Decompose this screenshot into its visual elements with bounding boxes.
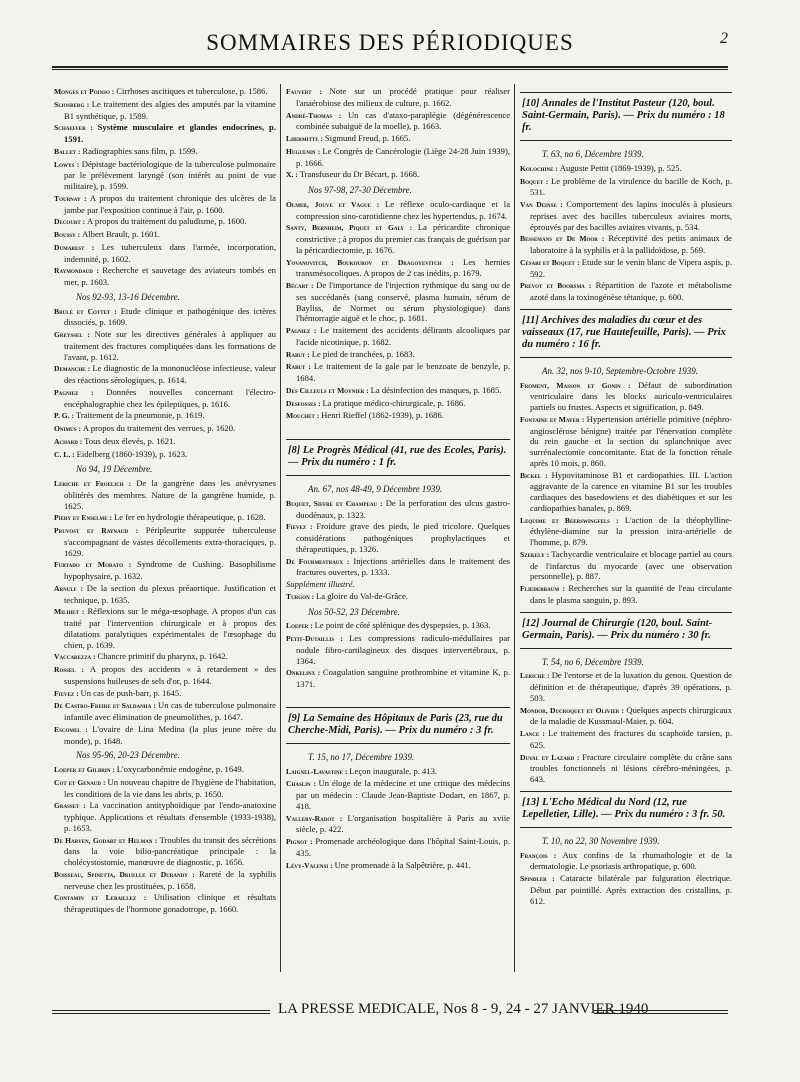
article-title: Recherches sur la quantité de l'eau circulante dans le plasma sanguin, p. 893. <box>530 583 732 605</box>
article-author: Césari et Boquet : <box>520 257 582 267</box>
article-entry <box>286 813 510 836</box>
issue-heading: Nos 95-96, 20-23 Décembre. <box>76 750 180 761</box>
article-author: Lowys : <box>54 159 82 169</box>
article-title: Traitement de la pneumonie, p. 1619. <box>75 410 205 421</box>
article-entry <box>54 449 276 461</box>
article-author: Cot et Genaud : <box>54 777 108 787</box>
article-title: Troubles du transit des sécrétions dans la voie bilio-pancréatique principale : la cholécystostomie, manœuvre de diagnostic, p. 1656. <box>64 834 276 867</box>
article-entry <box>54 229 276 241</box>
article-title: Le diagnostic de la mononucléose infectieuse, valeur des réactions sérologiques, p. 1614. <box>64 363 276 385</box>
article-author: Santy, Bernheim, Piquet et Galy : <box>286 223 418 233</box>
article-title: Note sur un procédé pratique pour réaliser l'anaérobiose des milieux de culture, p. 1662. <box>296 86 510 108</box>
article-title: Cataracte bilatérale par fulguration électrique. Début par pointillé. Après extraction des cristallins, p. 612. <box>530 873 732 906</box>
article-title: Syndrome de Cushing. Basophilisme hypophysaire, p. 1632. <box>64 559 276 581</box>
issue-heading: No 94, 19 Décembre. <box>76 464 153 475</box>
article-author: Lance : <box>520 729 549 738</box>
article-entry <box>54 583 276 606</box>
journal-heading <box>520 612 732 649</box>
article-title: Un nouveau chapitre de l'hygiène de l'habitation, les conditions de la vie dans les abris, p. 1650. <box>64 776 276 799</box>
article-entry <box>520 583 732 606</box>
article-entry <box>54 651 276 663</box>
column-right <box>520 86 732 907</box>
article-title: Système musculaire et glandes endocrines, p. 1591. <box>64 122 276 144</box>
article-title: Tous deux élevés, p. 1621. <box>84 435 176 446</box>
article-author: Pruvost et Raynaud : <box>54 526 146 535</box>
article-title: Le pied de tranchées, p. 1683. <box>311 348 415 359</box>
article-entry <box>286 591 510 603</box>
article-author: Kolochine : <box>520 163 560 173</box>
article-title: Le réflexe oculo-cardiaque et la compression sino-carotidienne chez les hypertendus, p. 1674. <box>296 198 511 221</box>
article-author: Furtado et Morato : <box>54 560 137 570</box>
article-author: François : <box>520 850 563 860</box>
article-author: Monges et Poinso : <box>54 87 117 96</box>
article-entry <box>286 498 510 521</box>
article-author: De Fourmestraux : <box>286 556 354 566</box>
article-author: Contamin et Lebaillez : <box>54 893 154 903</box>
article-title: A propos des accidents « à retardement » des suspensions huileuses de sels d'or, p. 1644. <box>64 664 277 686</box>
article-title: A propos du traitement du paludisme, p. 1600. <box>87 216 247 227</box>
article-author: Laignel-Lavastine : <box>286 766 350 776</box>
article-entry <box>520 752 732 785</box>
article-entry <box>286 766 510 778</box>
article-title: Radiographies sans film, p. 1599. <box>82 145 198 156</box>
article-entry <box>520 873 732 906</box>
article-author: Huguenin : <box>286 146 323 156</box>
article-entry <box>520 515 732 548</box>
article-author: Yovanovitch, Boukourov et Dragoyevitch : <box>286 257 464 267</box>
article-author: Fievez : <box>286 522 317 532</box>
article-entry <box>520 549 732 582</box>
journal-title: [12] Journal de Chirurgie (120, boul. Saint-Germain, Paris). — Prix du numéro : 30 fr. <box>522 617 713 641</box>
journal-title: [8] Le Progrès Médical (41, rue des Ecoles, Paris). — Prix du numéro : 1 fr. <box>288 445 507 468</box>
article-entry <box>54 664 276 687</box>
article-author: Onimus : <box>54 424 83 433</box>
article-entry <box>54 410 276 422</box>
issue-heading: T. 15, no 17, Décembre 1939. <box>308 751 415 762</box>
article-author: Vaccarezza : <box>54 652 98 662</box>
article-entry <box>286 385 510 397</box>
journal-heading <box>286 707 510 744</box>
article-entry <box>520 233 732 256</box>
article-entry <box>54 436 276 448</box>
article-title: De l'importance de l'injection rythmique du sang ou de ses succédanés (sang conservé, plasma humain, sérum de Bayliss, de Normet ou sérum physiologique) dans l'hémorragie aiguë et le choc, p. 1681. <box>296 280 511 324</box>
article-author: Olmer, Jouve et Vague : <box>286 199 386 209</box>
article-entry <box>54 122 276 145</box>
article-title: Le Congrès de Cancérologie (Liège 24-28 Juin 1939), p. 1666. <box>296 145 510 168</box>
article-title: A propos du traitement des verrues, p. 1620. <box>82 423 236 433</box>
article-entry <box>286 199 510 222</box>
issue-heading: Nos 97-98, 27-30 Décembre. <box>308 185 412 195</box>
article-title: Le traitement des fractures du scaphoïde tarsien, p. 625. <box>530 728 732 750</box>
article-entry <box>54 242 276 265</box>
article-author: Fontaine et Mayer : <box>520 414 587 424</box>
article-author: C. L. : <box>54 449 77 459</box>
article-title: La pratique médico-chirurgicale, p. 1686. <box>322 397 466 408</box>
article-entry <box>520 176 732 199</box>
page-header <box>52 30 728 60</box>
article-entry <box>286 86 510 109</box>
article-entry <box>54 800 276 833</box>
article-author: Pagniez : <box>286 326 321 335</box>
journal-title: [11] Archives des maladies du cœur et des vaisseaux (17, rue Hautefeuille, Paris). — Prix du numéro : 16 fr. <box>522 314 726 350</box>
article-title: Transfuseur du Dr Bécart, p. 1668. <box>299 169 420 180</box>
article-title: La désinfection des masques, p. 1685. <box>370 384 502 395</box>
article-title: Tachycardie ventriculaire et blocage partiel au cours de l'infarctus du myocarde (avec une observation personnelle), p. 887. <box>530 548 732 582</box>
article-title: L'ovaire de Lina Medina (la plus jeune mère du monde), p. 1648. <box>64 723 276 746</box>
article-author: Onkelinx : <box>286 668 323 678</box>
article-entry <box>54 159 276 192</box>
article-author: Boisseau, Spinetta, Druelle et Durandy : <box>54 869 199 879</box>
article-title: Réflexions sur le méga-œsophage. A propos d'un cas traité par l'intervention chirurgicale et à propos des dilatations paralytiques expérimentales de l'œsophage du chien, p. 1639. <box>64 606 276 650</box>
article-title: A propos du traitement chronique des ulcères de la jambe par l'exposition continue à l'air, p. 1600. <box>64 192 276 215</box>
article-entry <box>286 146 510 169</box>
article-entry <box>286 325 510 348</box>
page-title: SOMMAIRES DES PÉRIODIQUES <box>206 30 574 55</box>
article-entry <box>520 163 732 175</box>
article-entry <box>54 869 276 892</box>
page-footer <box>52 1001 728 1021</box>
article-entry <box>54 306 276 329</box>
header-rule <box>52 66 728 70</box>
article-entry <box>520 705 732 728</box>
article-title: Quelques aspects chirurgicaux de la maladie de Kussmaul-Maier, p. 604. <box>530 704 732 727</box>
article-entry <box>520 257 732 280</box>
article-title: De la gangrène dans les anévrysmes oblitérés des membres. Nature de la gangrène humide, p. 1625. <box>64 478 277 511</box>
journal-heading <box>520 791 732 828</box>
article-entry <box>54 606 276 650</box>
article-title: De l'entorse et de la luxation du genou. Question de définition et de thérapeutique, d'après 39 opérations, p. 503. <box>530 670 732 703</box>
journal-title: [9] La Semaine des Hôpitaux de Paris (23, rue du Cherche-Midi, Paris). — Prix du numéro : 3 fr. <box>288 712 503 736</box>
article-author: Sliosberg : <box>54 99 92 109</box>
article-title: Comportement des lapins inoculés à plusieurs reprises avec des bacilles tuberculeux aviaires morts, éprouvés par des bacilles aviaires vivants, p. 534. <box>530 199 733 232</box>
article-entry <box>286 257 510 280</box>
article-title: La péricardite chronique constrictive ; à propos du premier cas français de guérison par la péricardiectomie, p. 1676. <box>296 222 511 255</box>
article-author: Pagniez : <box>54 387 107 397</box>
article-author: Des Cilleuls et Moynier : <box>286 385 371 395</box>
article-author: Turgon : <box>286 591 317 601</box>
article-title: Dépistage bactériologique de la tuberculose pulmonaire par le prélèvement laryngé (son intérêt au point de vue militaire), p. 1599. <box>64 158 276 191</box>
article-title: Rareté de la syphilis nerveuse chez les prostituées, p. 1658. <box>64 868 276 891</box>
article-entry <box>286 349 510 361</box>
article-entry <box>54 146 276 158</box>
article-author: Duval et Lazard : <box>520 752 583 762</box>
article-author: Greyssel : <box>54 330 95 339</box>
article-author: Rabut : <box>286 349 312 359</box>
article-author: Desfosses : <box>286 398 323 408</box>
article-author: Ballet : <box>54 146 83 156</box>
article-entry <box>286 110 510 133</box>
article-author: Milhiet : <box>54 607 88 617</box>
article-title: Eidelberg (1860-1939), p. 1623. <box>76 448 188 459</box>
article-title: Aux confins de la rhumathologie et de la dermatologie. Le psoriasis arthropatique, p. 600. <box>530 849 732 872</box>
article-entry <box>286 521 510 554</box>
journal-heading <box>286 439 510 476</box>
article-entry <box>54 525 276 558</box>
journal-8 <box>286 439 510 690</box>
article-entry <box>520 199 732 232</box>
journal-title: [13] L'Echo Médical du Nord (12, rue Lepelletier, Lille). — Prix du numéro : 3 fr. 50. <box>522 796 726 820</box>
article-author: Rossel : <box>54 665 90 674</box>
article-author: Loeper et Gilbrin : <box>54 765 117 774</box>
article-entry <box>54 559 276 582</box>
article-author: Raymondaud : <box>54 266 103 276</box>
article-entry <box>286 667 510 690</box>
article-entry <box>520 280 732 303</box>
article-title: Cirrhoses ascitiques et tuberculose, p. 1586. <box>116 86 268 96</box>
article-entry <box>286 133 510 145</box>
article-author: Lhermitte : <box>286 134 325 143</box>
article-entry <box>54 512 276 524</box>
issue-heading: Nos 92-93, 13-16 Décembre. <box>76 291 180 302</box>
article-title: Une promenade à la Salpêtrière, p. 441. <box>334 859 471 870</box>
article-entry <box>520 670 732 703</box>
article-entry <box>54 216 276 228</box>
journal-10 <box>520 92 732 303</box>
article-entry <box>54 478 276 511</box>
article-title: Etude clinique et pathogénique des ictères dissociés, p. 1609. <box>64 305 276 328</box>
issue-heading: Nos 50-52, 23 Décembre. <box>308 606 400 617</box>
article-author: Leriche : <box>520 671 552 681</box>
article-author: P. G. : <box>54 411 76 421</box>
article-author: Chaslin : <box>286 779 319 789</box>
article-entry <box>54 777 276 800</box>
article-title: Réceptivité des petits animaux de laboratoire à la syphilis et à la pallidoïdose, p. 569. <box>530 233 732 255</box>
article-author: Bessemans et De Moor : <box>520 234 609 244</box>
article-author: Lequime et Beerswingfels : <box>520 515 625 525</box>
article-author: Vallery-Radot : <box>286 813 348 823</box>
article-entry <box>54 688 276 700</box>
supplement-note: Supplément illustré. <box>286 579 355 589</box>
article-title: Un éloge de la médecine et une critique des médecins par un médecin : Claude Jean-Baptiste Dodart, en 1867, p. 418. <box>296 778 511 811</box>
article-title: Un cas de tuberculose pulmonaire infantile avec élimination de pneumolithes, p. 1647. <box>64 700 276 722</box>
column-divider <box>280 84 281 972</box>
article-author: Fievez : <box>54 688 81 698</box>
article-title: Injections artérielles dans le traitement des fractures ouvertes, p. 1333. <box>296 555 510 578</box>
article-author: Boquet : <box>520 176 552 186</box>
article-title: Défaut de subordination ventriculaire dans les blocks auriculo-ventriculaires partiels ou frustes. Aspects et signification, p. 849. <box>530 379 732 412</box>
article-entry <box>520 380 732 413</box>
article-author: André-Thomas : <box>286 110 348 120</box>
journal-heading <box>520 309 732 358</box>
article-entry <box>54 892 276 915</box>
article-author: Szekely : <box>520 549 552 559</box>
journal-13 <box>520 791 732 907</box>
article-author: Demanche : <box>54 364 93 374</box>
article-author: Decourt : <box>54 217 88 227</box>
article-entry <box>286 860 510 872</box>
article-author: Lévy-Valensi : <box>286 860 335 870</box>
article-title: Fracture circulaire complète du crâne sans troubles fonctionnels ni lésions cérébro-méningées, p. 643. <box>530 751 732 784</box>
article-author: Bickel : <box>520 470 552 480</box>
article-entry <box>286 633 510 666</box>
journal-heading <box>520 92 732 141</box>
article-title: L'action de la théophylline-éthylène-diamine sur la pression intra-artérielle de l'homme, p. 879. <box>530 514 732 547</box>
article-author: Loeper : <box>286 621 315 631</box>
article-author: Grasset : <box>54 801 90 811</box>
article-title: Les tuberculeux dans l'armée, incorporation, indemnité, p. 1602. <box>64 241 276 264</box>
article-title: Note sur les directives générales à appliquer au traitement des fractures compliquées dans les formations de l'avant, p. 1612. <box>64 329 276 362</box>
article-entry <box>520 470 732 514</box>
article-title: Froidure grave des pieds, le pied tricolore. Quelques considérations pathogéniques prophylactiques et thérapeutiques, p. 1326. <box>296 521 510 554</box>
article-entry <box>54 329 276 362</box>
article-entry <box>286 398 510 410</box>
article-title: Albert Brault, p. 1601. <box>82 229 160 239</box>
column-middle <box>286 86 510 872</box>
article-title: Hypovitaminose B1 et cardiopathies. III. L'action aggravante de la carence en vitamine B1 sur les troubles cardiaques des basedowiens et des diabétiques et sur les cardiopathies banales, p. 869. <box>530 469 732 513</box>
article-entry <box>54 724 276 747</box>
article-title: Les compressions radiculo-médullaires par nodule fibro-cartilagineux des disques intervertébraux, p. 1364. <box>296 633 510 666</box>
article-author: Tournay : <box>54 193 90 203</box>
continued-summary <box>286 86 510 422</box>
article-entry <box>286 836 510 859</box>
article-entry <box>286 280 510 324</box>
article-title: Coagulation sanguine prothrombine et vitamine K, p. 1371. <box>296 667 510 689</box>
article-title: De la perforation des ulcus gastro-duodénaux, p. 1323. <box>296 497 510 520</box>
column-divider <box>514 84 515 972</box>
article-entry <box>54 423 276 435</box>
article-title: Le traitement des accidents délirants alcooliques par l'acide nicotinique, p. 1682. <box>296 325 510 347</box>
issue-heading: An. 67, nos 48-49, 9 Décembre 1939. <box>308 484 443 494</box>
article-title: Données nouvelles concernant l'électro-encéphalographie chez les épileptiques, p. 1616. <box>64 386 276 409</box>
article-title: Le traitement de la gale par le benzoate de benzyle, p. 1684. <box>296 361 511 383</box>
article-entry <box>286 361 510 384</box>
article-title: Hypertension artérielle primitive (néphro-angiosclérose bénigne) traitée par l'énervation complète du rein gauche et la section du splanchnique avec surrénalectomie concomitante. Etat de la fonction rénale après 10 mois, p. 860. <box>530 413 732 468</box>
article-entry <box>286 410 510 422</box>
article-author: Schaeffer : <box>54 123 98 133</box>
article-entry <box>54 265 276 288</box>
article-author: Fauvert : <box>286 87 330 96</box>
article-author: Escomel : <box>54 724 93 734</box>
column-left <box>54 86 276 916</box>
article-entry <box>54 700 276 723</box>
article-title: Un cas de push-barr, p. 1645. <box>80 687 182 698</box>
journal-9 <box>286 707 510 872</box>
article-title: La gloire du Val-de-Grâce. <box>316 590 408 601</box>
article-entry <box>54 193 276 216</box>
article-author: De Castro-Freire et Saldanha : <box>54 701 159 711</box>
article-author: Mondor, Ducroquet et Olivier : <box>520 705 627 715</box>
article-author: Brulé et Cottet : <box>54 306 121 316</box>
article-entry <box>54 387 276 410</box>
journal-title: [10] Annales de l'Institut Pasteur (120, boul. Saint-Germain, Paris). — Prix du numéro : 18 fr. <box>522 98 725 133</box>
article-title: Etude sur le venin blanc de Vipera aspis, p. 592. <box>530 256 733 279</box>
article-author: De Harven, Godart et Helman : <box>54 835 160 845</box>
article-author: Pignot : <box>286 837 316 846</box>
footer-text: LA PRESSE MEDICALE, Nos 8 - 9, 24 - 27 JANVIER 1940 <box>278 1001 649 1017</box>
article-author: Fliederbaum : <box>520 584 569 593</box>
issue-heading: T. 10, no 22, 30 Novembre 1939. <box>542 835 660 846</box>
article-title: Chancre primitif du pharynx, p. 1642. <box>97 651 228 662</box>
article-author: Buquet, Siffre et Champeau : <box>286 498 386 508</box>
article-author: Spindler : <box>520 874 560 883</box>
page-number: 2 <box>720 30 728 47</box>
article-title: Péripleurite suppurée tuberculeuse s'accompagnant de vastes décollements extra-thoraciques, p. 1629. <box>64 525 277 558</box>
article-author: Froment, Masson et Gonin : <box>520 380 638 390</box>
article-entry <box>286 778 510 811</box>
article-title: Les hernies transmésocoliques. A propos de 2 cas inédits, p. 1679. <box>296 256 511 279</box>
article-author: Rabut : <box>286 362 314 372</box>
article-entry <box>54 99 276 122</box>
article-author: Boussy : <box>54 230 83 239</box>
article-title: La vaccination antityphoïdique par l'endo-anatoxine typhique. Applications et résultats d'ensemble (1933-1938), p. 1653. <box>64 800 277 833</box>
article-author: Leriche et Froelich : <box>54 479 137 488</box>
article-author: Van Deinse : <box>520 200 567 209</box>
article-author: Bécart : <box>286 281 317 290</box>
article-title: Auguste Pettit (1869-1939), p. 525. <box>559 162 682 173</box>
article-title: L'oxycarbonémie endogène, p. 1649. <box>116 764 244 774</box>
journal-11 <box>520 309 732 606</box>
article-author: Arnulf : <box>54 583 87 593</box>
article-author: Dumarest : <box>54 242 102 252</box>
article-entry <box>54 835 276 868</box>
article-entry <box>520 728 732 751</box>
article-title: Leçon inaugurale, p. 413. <box>349 765 438 776</box>
article-title: Le traitement des algies des amputés par la vitamine B1 synthétique, p. 1589. <box>64 98 276 121</box>
article-title: Un cas d'ataxo-paraplégie (dégénérescence combinée subaiguë de la moelle), p. 1663. <box>296 109 511 132</box>
article-title: Le fer en hydrologie thérapeutique, p. 1628. <box>113 512 266 523</box>
article-entry <box>520 850 732 873</box>
article-author: Piery et Enselme : <box>54 513 114 523</box>
article-entry <box>286 620 510 632</box>
article-title: Promenade archéologique dans l'hôpital Saint-Louis, p. 435. <box>296 836 510 858</box>
article-entry <box>54 86 276 98</box>
article-title: Henri Rieffel (1862-1939), p. 1686. <box>321 410 444 421</box>
article-entry <box>520 414 732 469</box>
article-title: Répartition de l'azote et métabolisme azoté dans la toxinogénèse tétanique, p. 600. <box>530 280 732 302</box>
article-entry <box>54 764 276 776</box>
article-title: Sigmund Freud, p. 1665. <box>324 133 411 143</box>
article-author: Petit-Dutaillis : <box>286 634 350 643</box>
article-entry <box>54 363 276 386</box>
article-title: De la section du plexus préaortique. Justification et technique, p. 1635. <box>64 582 276 605</box>
article-title: L'organisation hospitalière à Paris au xviie siècle, p. 422. <box>296 812 510 835</box>
article-title: Recherche et sauvetage des aviateurs tombés en mer, p. 1603. <box>64 265 276 287</box>
article-title: Utilisation clinique et résultats thérapeutiques de l'hormone gonadotrope, p. 1660. <box>64 892 276 914</box>
article-entry <box>286 222 510 255</box>
article-title: Le problème de la virulence du bacille de Koch, p. 531. <box>530 175 732 198</box>
article-entry <box>286 556 510 579</box>
issue-heading: T. 54, no 6, Décembre 1939. <box>542 656 644 667</box>
journal-12 <box>520 612 732 785</box>
article-author: Prevot et Boorsma : <box>520 281 596 291</box>
article-entry <box>286 169 510 181</box>
footer-rule <box>594 1010 728 1014</box>
article-author: Achard : <box>54 436 85 446</box>
article-author: Mouchet : <box>286 411 322 421</box>
article-author: X. : <box>286 170 300 180</box>
footer-rule <box>52 1010 270 1014</box>
issue-heading: An. 32, nos 9-10, Septembre-Octobre 1939. <box>542 365 699 376</box>
issue-heading: T. 63, no 6, Décembre 1939. <box>542 149 644 159</box>
article-title: Le point de côté splénique des dyspepsies, p. 1363. <box>314 620 491 631</box>
